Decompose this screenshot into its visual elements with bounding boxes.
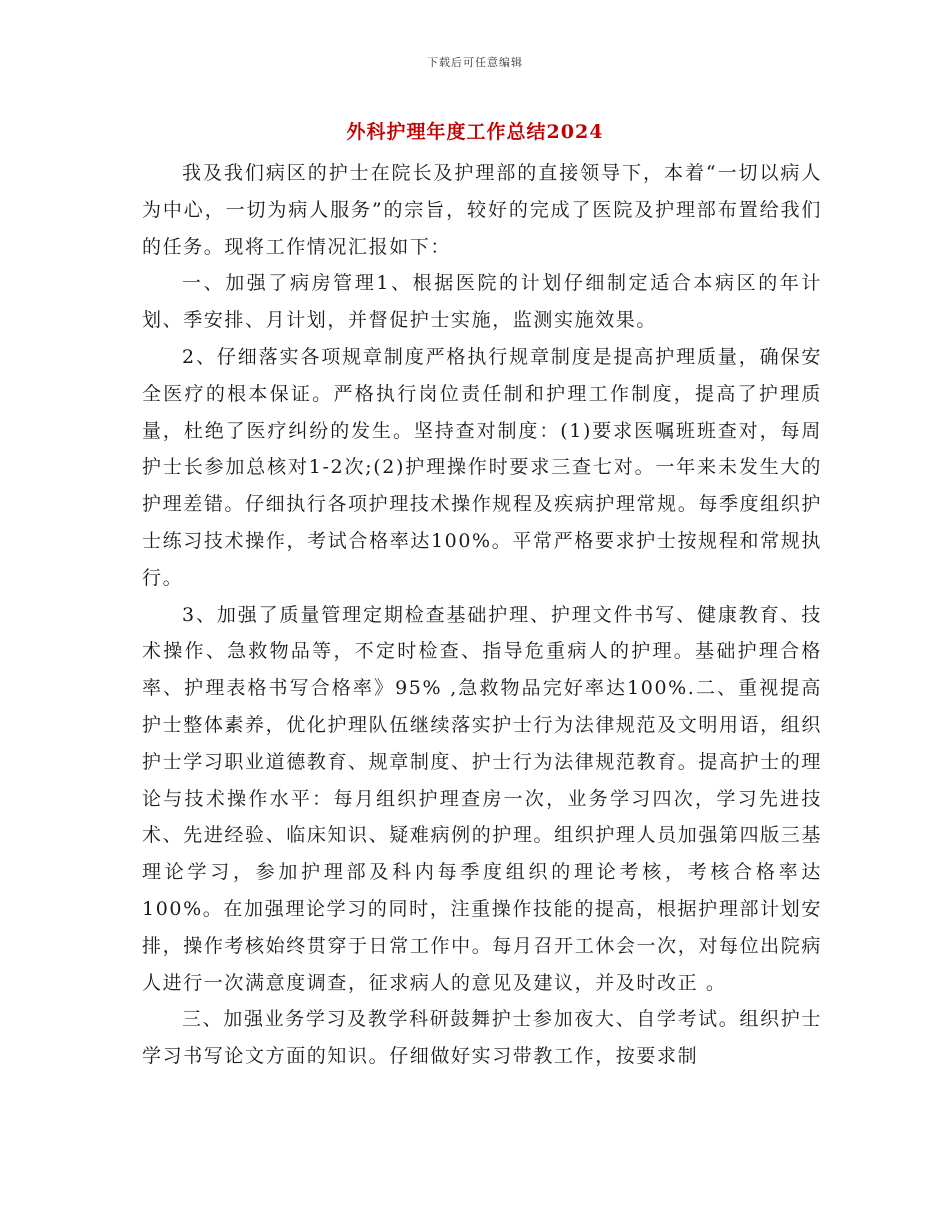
paragraph-regulations: 2、仔细落实各项规章制度严格执行规章制度是提高护理质量，确保安全医疗的根本保证。严格执行岗位责任制和护理工作制度，提高了护理质量，杜绝了医疗纠纷的发生。坚持查对制度：(1)要求医嘱班班查对，每周护士长参加总核对1-2次;(2)护理操作时要求三查七对。一年来未发生大的护理差错。仔细执行各项护理技术操作规程及疾病护理常规。每季度组织护士练习技术操作，考试合格率达100%。平常严格要求护士按规程和常规执行。 [142, 345, 822, 589]
paragraph-ward-management: 一、加强了病房管理1、根据医院的计划仔细制定适合本病区的年计划、季安排、月计划，并督促护士实施，监测实施效果。 [142, 272, 822, 332]
paragraph-intro: 我及我们病区的护士在院长及护理部的直接领导下，本着“一切以病人为中心，一切为病人服务”的宗旨，较好的完成了医院及护理部布置给我们的任务。现将工作情况汇报如下： [142, 162, 822, 258]
document-body [142, 155, 822, 1075]
document-title: 外科护理年度工作总结2024 [346, 121, 604, 143]
paragraph-study-research: 三、加强业务学习及教学科研鼓舞护士参加夜大、自学考试。组织护士学习书写论文方面的知识。仔细做好实习带教工作，按要求制 [142, 1008, 822, 1068]
paragraph-quality-management: 3、加强了质量管理定期检查基础护理、护理文件书写、健康教育、技术操作、急救物品等，不定时检查、指导危重病人的护理。基础护理合格率、护理表格书写合格率》95% ,急救物品完好率达100%.二、重视提高护士整体素养，优化护理队伍继续落实护士行为法律规范及文明用语，组织护士学习职业道德教育、规章制度、护士行为法律规范教育。提高护士的理论与技术操作水平：每月组织护理查房一次，业务学习四次，学习先进技术、先进经验、临床知识、疑难病例的护理。组织护理人员加强第四版三基理论学习，参加护理部及科内每季度组织的理论考核，考核合格率达100%。在加强理论学习的同时，注重操作技能的提高，根据护理部计划安排，操作考核始终贯穿于日常工作中。每月召开工休会一次，对每位出院病人进行一次满意度调查，征求病人的意见及建议，并及时改正 。 [142, 603, 822, 994]
page-header-note: 下载后可任意编辑 [427, 56, 523, 69]
